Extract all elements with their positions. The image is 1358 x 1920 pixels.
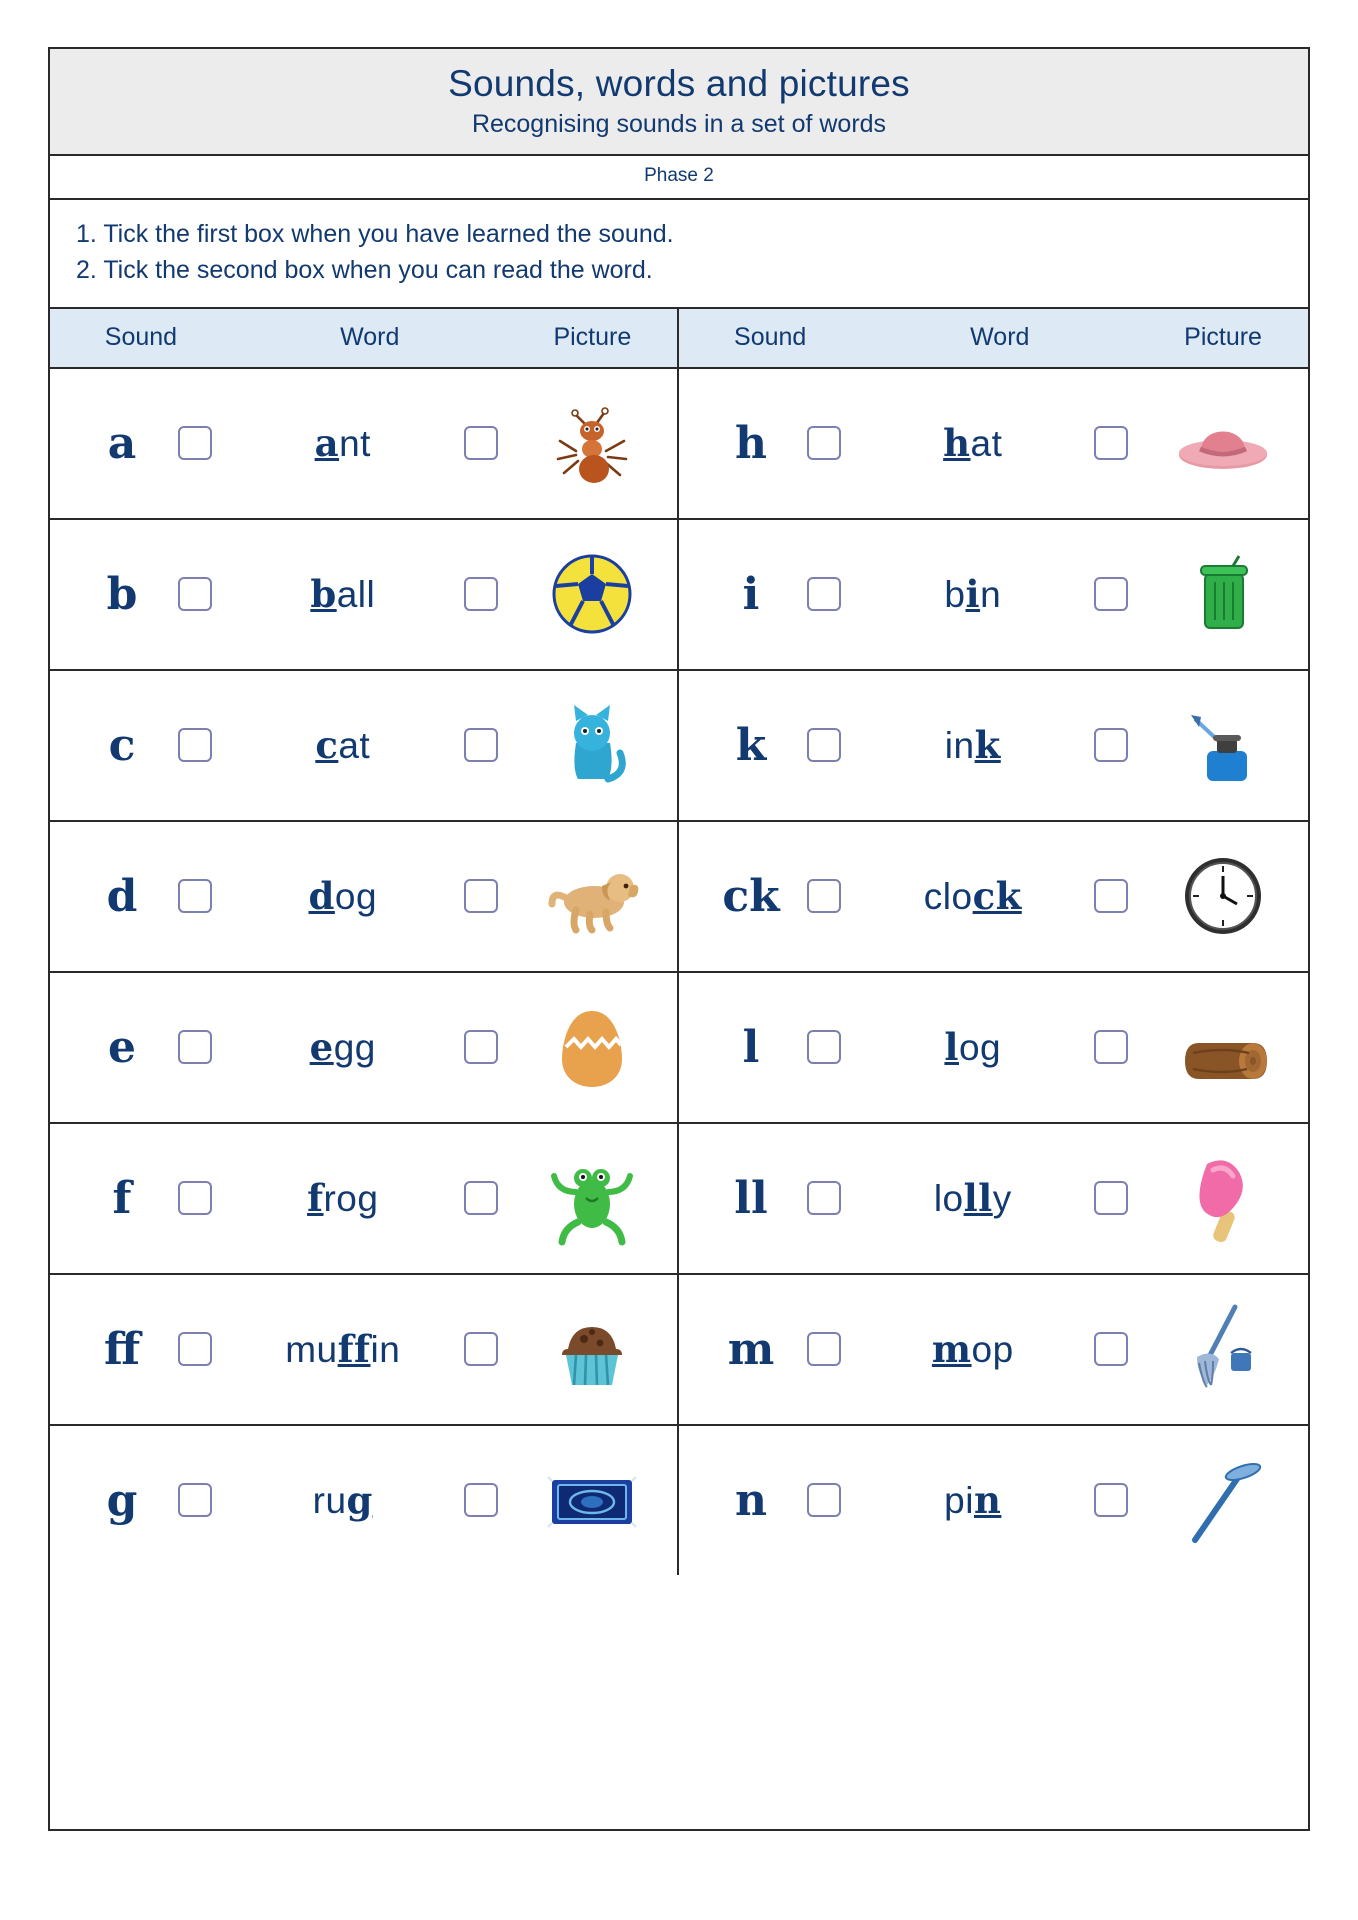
instruction-line-1: 1. Tick the first box when you have learned the sound. bbox=[76, 220, 674, 249]
page-subtitle: Recognising sounds in a set of words bbox=[471, 109, 887, 138]
word-tick-checkbox[interactable] bbox=[464, 879, 498, 913]
sound-letter: a bbox=[107, 417, 137, 469]
word-focus-sound: a bbox=[314, 421, 340, 466]
word-prefix: lo bbox=[933, 1178, 964, 1220]
picture-cell-right bbox=[1138, 995, 1308, 1099]
sound-cell-left bbox=[50, 1475, 232, 1526]
sound-letter: ff bbox=[103, 1323, 141, 1375]
word-focus-sound: h bbox=[943, 421, 971, 466]
ball-picture bbox=[540, 542, 644, 646]
sound-cell-left bbox=[50, 1324, 232, 1375]
word-cell-left bbox=[232, 1025, 508, 1069]
entry-right bbox=[679, 1124, 1308, 1273]
lolly-picture bbox=[1171, 1146, 1275, 1250]
word-tick-checkbox[interactable] bbox=[1094, 1483, 1128, 1517]
word-text bbox=[861, 572, 1084, 616]
word-text bbox=[861, 1025, 1084, 1069]
sound-tick-checkbox[interactable] bbox=[807, 1483, 841, 1517]
word-cell-left bbox=[232, 572, 508, 616]
sound-letter: k bbox=[735, 719, 767, 771]
sound-letter: b bbox=[106, 568, 138, 620]
sound-cell-left bbox=[50, 1022, 232, 1073]
sound-letter: n bbox=[735, 1474, 767, 1526]
word-focus-sound: f bbox=[307, 1176, 324, 1221]
word-cell-right bbox=[861, 421, 1138, 465]
sound-tick-checkbox[interactable] bbox=[807, 1332, 841, 1366]
picture-cell-left bbox=[508, 1146, 677, 1250]
entry-right bbox=[679, 671, 1308, 820]
word-text bbox=[232, 1176, 454, 1220]
sound-letter: ck bbox=[722, 870, 780, 922]
sound-letter: f bbox=[112, 1172, 132, 1224]
word-text bbox=[232, 874, 454, 918]
entry-left bbox=[50, 1124, 679, 1273]
word-suffix: op bbox=[971, 1329, 1014, 1371]
sound-tick-checkbox[interactable] bbox=[807, 577, 841, 611]
entry-left bbox=[50, 671, 679, 820]
picture-cell-right bbox=[1138, 1297, 1308, 1401]
table-row bbox=[50, 1275, 1308, 1426]
word-cell-left bbox=[232, 1478, 508, 1522]
picture-cell-right bbox=[1138, 542, 1308, 646]
sound-letter: d bbox=[106, 870, 138, 922]
sound-tick-checkbox[interactable] bbox=[807, 879, 841, 913]
word-tick-checkbox[interactable] bbox=[1094, 577, 1128, 611]
egg-picture bbox=[540, 995, 644, 1099]
word-text bbox=[861, 1327, 1084, 1371]
ink-picture bbox=[1171, 693, 1275, 797]
sound-cell-left bbox=[50, 871, 232, 922]
word-suffix: at bbox=[338, 725, 371, 767]
word-prefix: mu bbox=[285, 1329, 338, 1371]
word-tick-checkbox[interactable] bbox=[464, 577, 498, 611]
picture-cell-right bbox=[1138, 1146, 1308, 1250]
picture-cell-right bbox=[1138, 693, 1308, 797]
word-cell-left bbox=[232, 1176, 508, 1220]
sound-cell-left bbox=[50, 569, 232, 620]
sound-tick-checkbox[interactable] bbox=[807, 1181, 841, 1215]
sound-cell-right bbox=[679, 1173, 861, 1224]
word-suffix: og bbox=[334, 876, 378, 918]
word-cell-right bbox=[861, 1478, 1138, 1522]
table-row bbox=[50, 1426, 1308, 1575]
sound-tick-checkbox[interactable] bbox=[178, 1030, 212, 1064]
word-text bbox=[861, 874, 1084, 918]
column-headers-right bbox=[679, 309, 1308, 367]
sound-letter: c bbox=[108, 719, 136, 771]
word-focus-sound: l bbox=[944, 1025, 959, 1070]
header-picture-right: Picture bbox=[1184, 323, 1262, 352]
word-text bbox=[861, 421, 1084, 465]
sound-letter: l bbox=[742, 1021, 760, 1073]
word-focus-sound: k bbox=[974, 723, 1001, 768]
instructions bbox=[50, 200, 1308, 309]
word-prefix: in bbox=[944, 725, 975, 767]
entry-right bbox=[679, 973, 1308, 1122]
word-focus-sound: ll bbox=[963, 1176, 993, 1221]
frog-picture bbox=[540, 1146, 644, 1250]
word-suffix: og bbox=[958, 1027, 1002, 1069]
sound-tick-checkbox[interactable] bbox=[807, 1030, 841, 1064]
picture-cell-left bbox=[508, 844, 677, 948]
word-tick-checkbox[interactable] bbox=[1094, 426, 1128, 460]
sound-tick-checkbox[interactable] bbox=[807, 728, 841, 762]
sound-letter: m bbox=[727, 1323, 775, 1375]
header-sound-left: Sound bbox=[104, 323, 178, 352]
word-text bbox=[232, 421, 454, 465]
picture-cell-left bbox=[508, 542, 677, 646]
sound-cell-left bbox=[50, 720, 232, 771]
word-tick-checkbox[interactable] bbox=[1094, 879, 1128, 913]
entry-left bbox=[50, 1426, 679, 1575]
word-tick-checkbox[interactable] bbox=[1094, 728, 1128, 762]
sound-tick-checkbox[interactable] bbox=[178, 1483, 212, 1517]
header-word-left: Word bbox=[340, 323, 400, 352]
word-suffix: in bbox=[370, 1329, 401, 1371]
sound-letter: i bbox=[742, 568, 760, 620]
entry-left bbox=[50, 1275, 679, 1424]
header-sound-right: Sound bbox=[734, 323, 807, 352]
word-cell-right bbox=[861, 1025, 1138, 1069]
word-cell-right bbox=[861, 874, 1138, 918]
word-suffix: at bbox=[970, 423, 1003, 465]
picture-cell-right bbox=[1138, 391, 1308, 495]
worksheet-rows bbox=[50, 369, 1308, 1575]
word-suffix: all bbox=[336, 574, 376, 616]
table-row bbox=[50, 520, 1308, 671]
sound-tick-checkbox[interactable] bbox=[178, 879, 212, 913]
word-cell-right bbox=[861, 572, 1138, 616]
sound-cell-right bbox=[679, 1475, 861, 1526]
word-cell-left bbox=[232, 1327, 508, 1371]
entry-left bbox=[50, 822, 679, 971]
word-focus-sound: ck bbox=[972, 874, 1022, 919]
word-tick-checkbox[interactable] bbox=[464, 1483, 498, 1517]
word-text bbox=[232, 1025, 454, 1069]
header-picture-left: Picture bbox=[553, 323, 632, 352]
word-focus-sound: b bbox=[310, 572, 337, 617]
word-tick-checkbox[interactable] bbox=[1094, 1181, 1128, 1215]
table-row bbox=[50, 1124, 1308, 1275]
word-cell-left bbox=[232, 874, 508, 918]
column-headers bbox=[50, 309, 1308, 369]
sound-cell-right bbox=[679, 720, 861, 771]
page-title: Sounds, words and pictures bbox=[448, 63, 910, 104]
table-row bbox=[50, 822, 1308, 973]
word-prefix: pi bbox=[944, 1480, 974, 1522]
sound-letter: g bbox=[106, 1474, 138, 1526]
word-suffix: rog bbox=[323, 1178, 379, 1220]
word-text bbox=[232, 1478, 454, 1522]
word-tick-checkbox[interactable] bbox=[1094, 1030, 1128, 1064]
word-focus-sound: g bbox=[346, 1478, 373, 1523]
table-row bbox=[50, 671, 1308, 822]
entry-right bbox=[679, 1426, 1308, 1575]
word-focus-sound: n bbox=[973, 1478, 1002, 1523]
sound-cell-right bbox=[679, 569, 861, 620]
word-text bbox=[232, 723, 454, 767]
picture-cell-left bbox=[508, 1448, 677, 1552]
word-text bbox=[861, 1478, 1084, 1522]
word-focus-sound: d bbox=[308, 874, 335, 919]
picture-cell-left bbox=[508, 391, 677, 495]
word-suffix: n bbox=[980, 574, 1002, 616]
table-row bbox=[50, 973, 1308, 1124]
mop-picture bbox=[1171, 1297, 1275, 1401]
picture-cell-right bbox=[1138, 844, 1308, 948]
instruction-line-2: 2. Tick the second box when you can read the word. bbox=[76, 256, 653, 285]
cat-picture bbox=[540, 693, 644, 797]
entry-left bbox=[50, 973, 679, 1122]
entry-left bbox=[50, 520, 679, 669]
word-focus-sound: ff bbox=[337, 1327, 371, 1372]
word-cell-right bbox=[861, 1176, 1138, 1220]
word-text bbox=[232, 1327, 454, 1371]
sound-tick-checkbox[interactable] bbox=[807, 426, 841, 460]
ant-picture bbox=[540, 391, 644, 495]
sound-cell-left bbox=[50, 418, 232, 469]
sound-letter: ll bbox=[734, 1172, 768, 1224]
sound-cell-right bbox=[679, 1324, 861, 1375]
sound-tick-checkbox[interactable] bbox=[178, 577, 212, 611]
word-focus-sound: i bbox=[965, 572, 981, 617]
nail-picture bbox=[1171, 1448, 1275, 1552]
picture-cell-left bbox=[508, 1297, 677, 1401]
word-tick-checkbox[interactable] bbox=[464, 1030, 498, 1064]
column-headers-left bbox=[50, 309, 679, 367]
phase-label: Phase 2 bbox=[50, 156, 1308, 200]
entry-right bbox=[679, 822, 1308, 971]
word-tick-checkbox[interactable] bbox=[464, 1332, 498, 1366]
word-text bbox=[861, 723, 1084, 767]
word-text bbox=[861, 1176, 1084, 1220]
sound-letter: h bbox=[735, 417, 767, 469]
picture-cell-left bbox=[508, 693, 677, 797]
worksheet bbox=[48, 47, 1310, 1831]
sound-letter: e bbox=[108, 1021, 136, 1073]
word-prefix: b bbox=[944, 574, 966, 616]
hat-picture bbox=[1171, 391, 1275, 495]
log-picture bbox=[1171, 995, 1275, 1099]
word-tick-checkbox[interactable] bbox=[464, 1181, 498, 1215]
picture-cell-left bbox=[508, 995, 677, 1099]
word-focus-sound: m bbox=[931, 1327, 972, 1372]
sound-tick-checkbox[interactable] bbox=[178, 1332, 212, 1366]
picture-cell-right bbox=[1138, 1448, 1308, 1552]
word-text bbox=[232, 572, 454, 616]
word-cell-left bbox=[232, 723, 508, 767]
word-suffix: y bbox=[992, 1178, 1012, 1220]
sound-tick-checkbox[interactable] bbox=[178, 426, 212, 460]
table-row bbox=[50, 369, 1308, 520]
clock-picture bbox=[1171, 844, 1275, 948]
header-word-right: Word bbox=[970, 323, 1030, 352]
word-tick-checkbox[interactable] bbox=[1094, 1332, 1128, 1366]
word-tick-checkbox[interactable] bbox=[464, 728, 498, 762]
word-focus-sound: e bbox=[309, 1025, 334, 1070]
title-band bbox=[50, 49, 1308, 156]
rug-picture bbox=[540, 1448, 644, 1552]
muffin-picture bbox=[540, 1297, 644, 1401]
word-cell-right bbox=[861, 1327, 1138, 1371]
word-prefix: ru bbox=[312, 1480, 347, 1522]
word-suffix: nt bbox=[339, 423, 371, 465]
sound-tick-checkbox[interactable] bbox=[178, 1181, 212, 1215]
entry-right bbox=[679, 1275, 1308, 1424]
sound-cell-right bbox=[679, 871, 861, 922]
word-cell-left bbox=[232, 421, 508, 465]
sound-cell-left bbox=[50, 1173, 232, 1224]
dog-picture bbox=[540, 844, 644, 948]
sound-tick-checkbox[interactable] bbox=[178, 728, 212, 762]
word-prefix: clo bbox=[923, 876, 973, 918]
word-suffix: gg bbox=[333, 1027, 376, 1069]
bin-picture bbox=[1171, 542, 1275, 646]
entry-right bbox=[679, 520, 1308, 669]
sound-cell-right bbox=[679, 418, 861, 469]
sound-cell-right bbox=[679, 1022, 861, 1073]
word-focus-sound: c bbox=[315, 723, 339, 768]
word-cell-right bbox=[861, 723, 1138, 767]
entry-right bbox=[679, 369, 1308, 518]
word-tick-checkbox[interactable] bbox=[464, 426, 498, 460]
entry-left bbox=[50, 369, 679, 518]
